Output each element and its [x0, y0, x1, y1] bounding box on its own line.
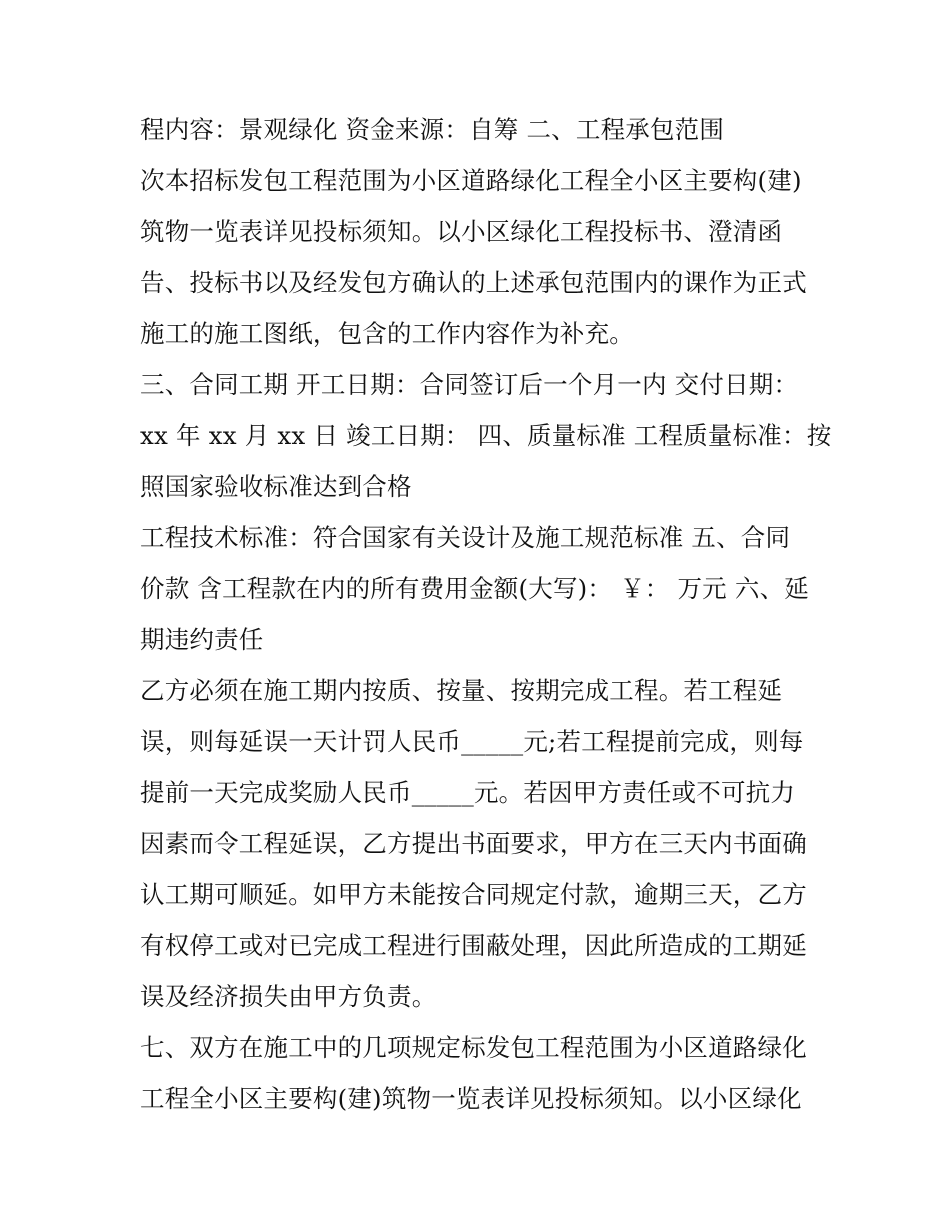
text-line-13: 误，则每延误一天计罚人民币_____元;若工程提前完成，则每 — [140, 727, 804, 756]
text-line-6: 三、合同工期 开工日期：合同签订后一个月一内 交付日期： — [140, 370, 799, 399]
text-line-20: 工程全小区主要构(建)筑物一览表详见投标须知。以小区绿化 — [140, 1084, 802, 1113]
text-line-17: 有权停工或对已完成工程进行围蔽处理，因此所造成的工期延 — [140, 931, 807, 960]
text-line-18: 误及经济损失由甲方负责。 — [140, 982, 437, 1011]
text-line-9: 工程技术标准：符合国家有关设计及施工规范标准 五、合同 — [140, 523, 791, 552]
text-line-4: 告、投标书以及经发包方确认的上述承包范围内的课作为正式 — [140, 268, 807, 297]
text-line-11: 期违约责任 — [140, 625, 264, 654]
text-line-15: 因素而令工程延误，乙方提出书面要求，甲方在三天内书面确 — [140, 829, 807, 858]
text-line-7: xx 年 xx 月 xx 日 竣工日期： 四、质量标准 工程质量标准：按 — [140, 421, 832, 450]
text-line-10: 价款 含工程款在内的所有费用金额(大写)： ￥： 万元 六、延 — [140, 574, 809, 603]
text-line-16: 认工期可顺延。如甲方未能按合同规定付款，逾期三天，乙方 — [140, 880, 807, 909]
text-line-5: 施工的施工图纸，包含的工作内容作为补充。 — [140, 319, 634, 348]
text-line-3: 筑物一览表详见投标须知。以小区绿化工程投标书、澄清函 — [140, 217, 783, 246]
text-line-14: 提前一天完成奖励人民币_____元。若因甲方责任或不可抗力 — [140, 778, 796, 807]
text-line-1: 程内容：景观绿化 资金来源：自筹 二、工程承包范围 — [140, 115, 725, 144]
text-line-2: 次本招标发包工程范围为小区道路绿化工程全小区主要构(建) — [140, 166, 802, 195]
text-line-8: 照国家验收标准达到合格 — [140, 472, 412, 501]
document-body — [140, 108, 832, 1128]
text-line-19: 七、双方在施工中的几项规定标发包工程范围为小区道路绿化 — [140, 1033, 807, 1062]
text-line-12: 乙方必须在施工期内按质、按量、按期完成工程。若工程延 — [140, 676, 783, 705]
